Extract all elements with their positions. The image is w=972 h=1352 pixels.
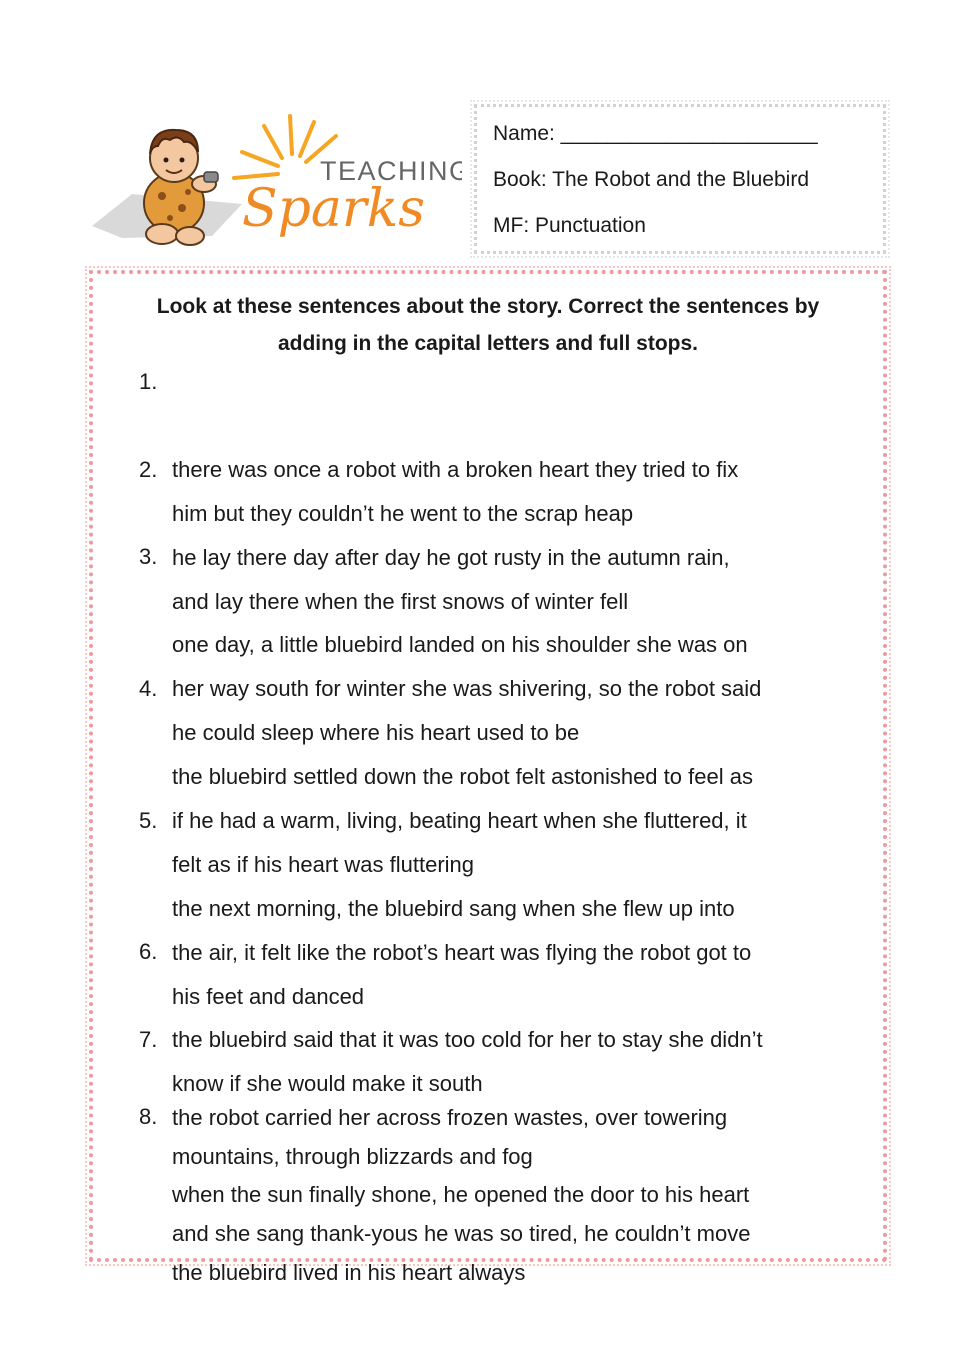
item-number: 4. (139, 676, 158, 701)
item-number: 6. (139, 939, 158, 964)
teaching-sparks-logo (92, 108, 462, 258)
item-number: 1. (139, 369, 158, 394)
item-number: 2. (139, 457, 158, 482)
mf-line: MF: Punctuation (493, 214, 646, 237)
item-sentence: when the sun finally shone, he opened the door to his heart and she sang thank-yous he was so tired, he couldn’t move the bluebird lived in his heart always (172, 1182, 751, 1285)
worksheet-box (89, 270, 887, 1285)
item-number: 8. (139, 1104, 158, 1129)
item-sentence: there was once a robot with a broken heart they tried to fix him but they couldn’t he went to the scrap heap (172, 457, 739, 526)
item-sentence: he lay there day after day he got rusty in the autumn rain, and lay there when the first snows of winter fell (172, 545, 730, 614)
item-sentence: the robot carried her across frozen wastes, over towering mountains, through blizzards and fog (172, 1105, 728, 1169)
item-number: 5. (139, 808, 158, 833)
book-line: Book: The Robot and the Bluebird (493, 168, 809, 191)
item-number: 3. (139, 544, 158, 569)
logo-word-sparks: Sparks (242, 179, 425, 239)
name-line: Name: ______________________ (493, 122, 818, 145)
item-sentence: one day, a little bluebird landed on his shoulder she was on her way south for winter she was shivering, so the robot said he could sleep where his heart used to be (172, 632, 762, 745)
instructions: Look at these sentences about the story. Correct the sentences by adding in the capital letters and full stops. (156, 295, 820, 355)
item-sentence: the bluebird settled down the robot felt astonished to feel as if he had a warm, living, beating heart when she fluttered, it felt as if his heart was fluttering (172, 764, 753, 877)
student-info-box (474, 104, 886, 254)
item-sentence: the next morning, the bluebird sang when she flew up into the air, it felt like the robot’s heart was flying the robot got to his feet and danced (172, 896, 752, 1009)
logo-graphic (92, 108, 462, 258)
logo-word-teaching: TEACHING (320, 156, 462, 186)
list-item (139, 1097, 879, 1331)
item-number: 7. (139, 1027, 158, 1052)
item-sentence: the bluebird said that it was too cold for her to stay she didn’t know if she would make it south (172, 1027, 763, 1096)
